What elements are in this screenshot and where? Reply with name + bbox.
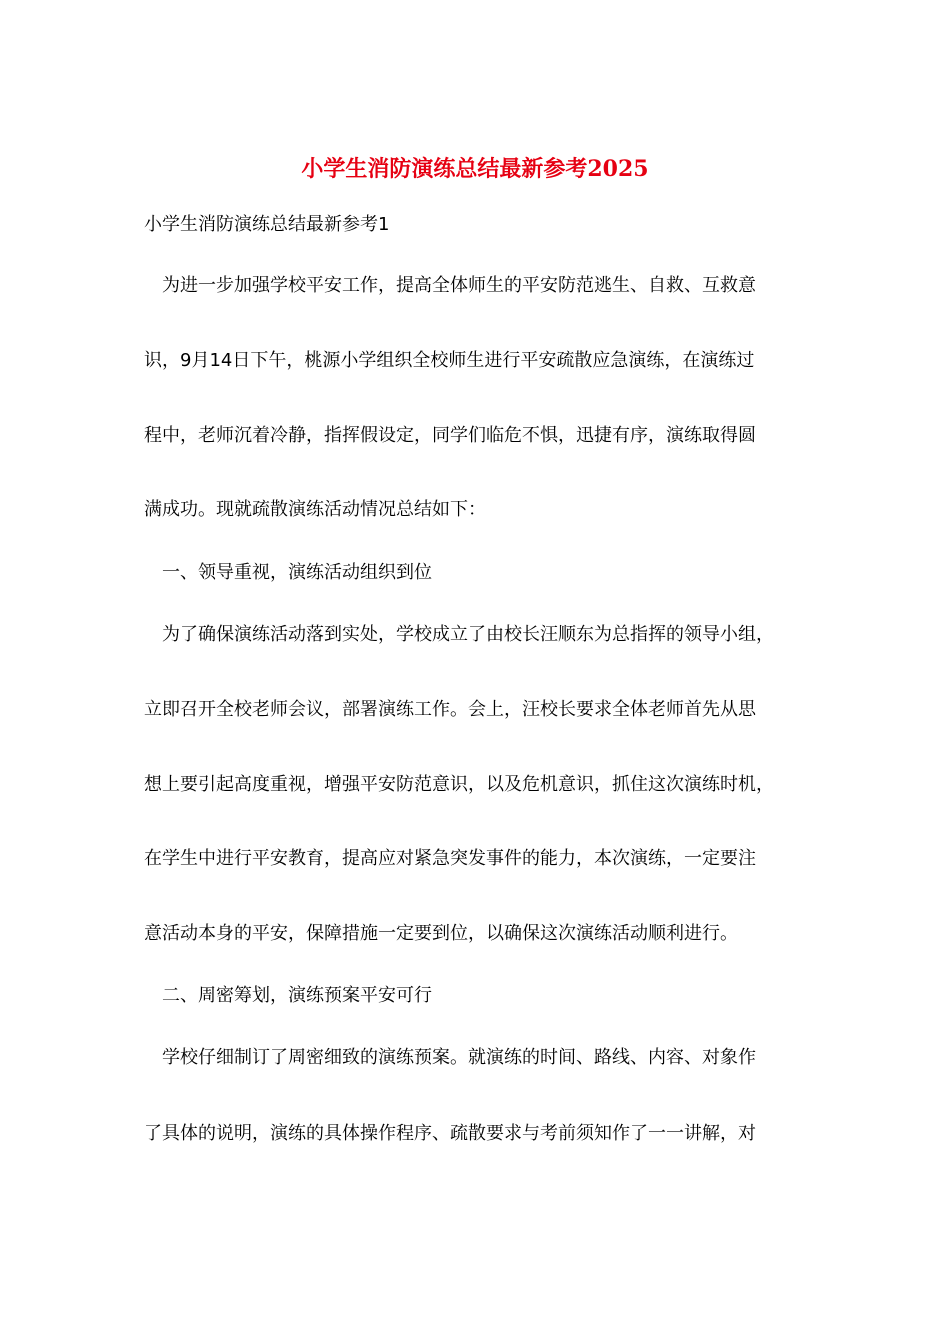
paragraph-3-line-1: 学校仔细制订了周密细致的演练预案。就演练的时间、路线、内容、对象作	[162, 1047, 756, 1068]
paragraph-1-line-1: 为进一步加强学校平安工作，提高全体师生的平安防范逃生、自救、互救意	[162, 275, 756, 296]
paragraph-1-line-3: 程中，老师沉着冷静，指挥假设定，同学们临危不惧，迅捷有序，演练取得圆	[144, 425, 756, 446]
paragraph-2-line-2: 立即召开全校老师会议，部署演练工作。会上，汪校长要求全体老师首先从思	[144, 699, 756, 720]
paragraph-1-line-4: 满成功。现就疏散演练活动情况总结如下：	[144, 499, 486, 520]
section-heading-1: 一、领导重视，演练活动组织到位	[162, 562, 432, 583]
document-subtitle: 小学生消防演练总结最新参考1	[144, 214, 390, 235]
paragraph-3-line-2: 了具体的说明，演练的具体操作程序、疏散要求与考前须知作了一一讲解，对	[144, 1123, 756, 1144]
document-title: 小学生消防演练总结最新参考2025	[301, 156, 649, 182]
paragraph-2-line-3: 想上要引起高度重视，增强平安防范意识，以及危机意识，抓住这次演练时机，	[144, 774, 774, 795]
section-heading-2: 二、周密筹划，演练预案平安可行	[162, 985, 432, 1006]
paragraph-2-line-4: 在学生中进行平安教育，提高应对紧急突发事件的能力，本次演练，一定要注	[144, 848, 756, 869]
paragraph-1-line-2: 识，9月14日下午，桃源小学组织全校师生进行平安疏散应急演练，在演练过	[144, 350, 755, 371]
paragraph-2-line-1: 为了确保演练活动落到实处，学校成立了由校长汪顺东为总指挥的领导小组，	[162, 624, 774, 645]
paragraph-2-line-5: 意活动本身的平安，保障措施一定要到位，以确保这次演练活动顺利进行。	[144, 923, 738, 944]
